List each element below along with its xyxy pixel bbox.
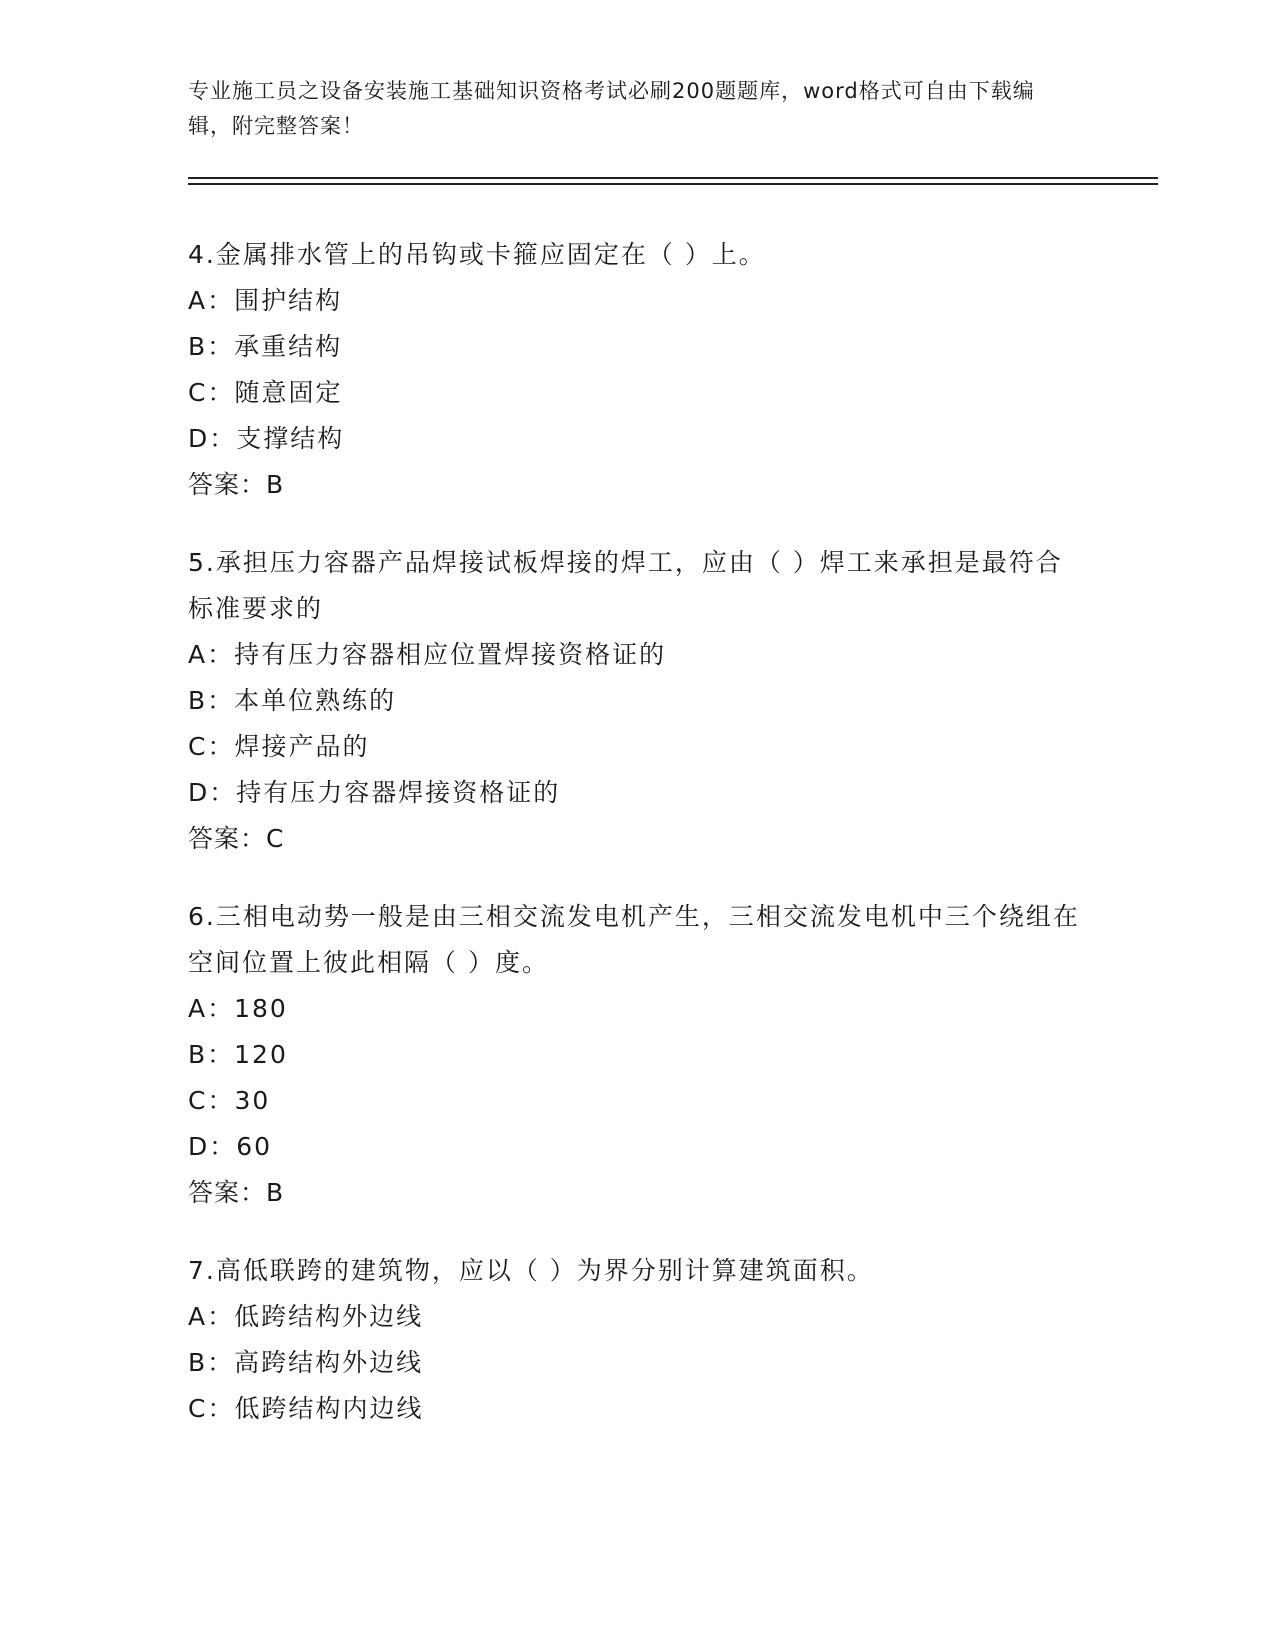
option-b: B：承重结构 bbox=[188, 332, 343, 361]
option-c: C：30 bbox=[188, 1086, 271, 1115]
question-stem: 4.金属排水管上的吊钩或卡箍应固定在（ ）上。 bbox=[188, 240, 766, 269]
option-d: D：支撑结构 bbox=[188, 424, 345, 453]
option-a: A：持有压力容器相应位置焊接资格证的 bbox=[188, 640, 667, 669]
question-stem: 6.三相电动势一般是由三相交流发电机产生，三相交流发电机中三个绕组在空间位置上彼此相隔（ ）度。 bbox=[188, 902, 1080, 977]
option-d: D：持有压力容器焊接资格证的 bbox=[188, 778, 561, 807]
option-b: B：120 bbox=[188, 1040, 288, 1069]
option-a: A：180 bbox=[188, 994, 288, 1023]
question-item bbox=[188, 540, 1088, 862]
answer-line: 答案：B bbox=[188, 470, 285, 499]
answer-line: 答案：C bbox=[188, 824, 285, 853]
option-a: A：低跨结构外边线 bbox=[188, 1302, 424, 1331]
header-divider-bottom bbox=[188, 183, 1158, 185]
document-header: 专业施工员之设备安装施工基础知识资格考试必刷200题题库，word格式可自由下载编辑，附完整答案！ bbox=[188, 79, 1035, 138]
question-item bbox=[188, 894, 1088, 1216]
option-c: C：低跨结构内边线 bbox=[188, 1394, 424, 1423]
option-a: A：围护结构 bbox=[188, 286, 343, 315]
question-item bbox=[188, 1248, 1088, 1432]
header-divider-top bbox=[188, 177, 1158, 179]
option-c: C：随意固定 bbox=[188, 378, 343, 407]
option-c: C：焊接产品的 bbox=[188, 732, 370, 761]
option-d: D：60 bbox=[188, 1132, 273, 1161]
question-stem: 5.承担压力容器产品焊接试板焊接的焊工，应由（ ）焊工来承担是最符合标准要求的 bbox=[188, 548, 1063, 623]
question-item bbox=[188, 232, 1088, 508]
question-stem: 7.高低联跨的建筑物，应以（ ）为界分别计算建筑面积。 bbox=[188, 1256, 874, 1285]
question-list bbox=[188, 232, 1088, 1464]
answer-line: 答案：B bbox=[188, 1178, 285, 1207]
option-b: B：高跨结构外边线 bbox=[188, 1348, 424, 1377]
option-b: B：本单位熟练的 bbox=[188, 686, 397, 715]
